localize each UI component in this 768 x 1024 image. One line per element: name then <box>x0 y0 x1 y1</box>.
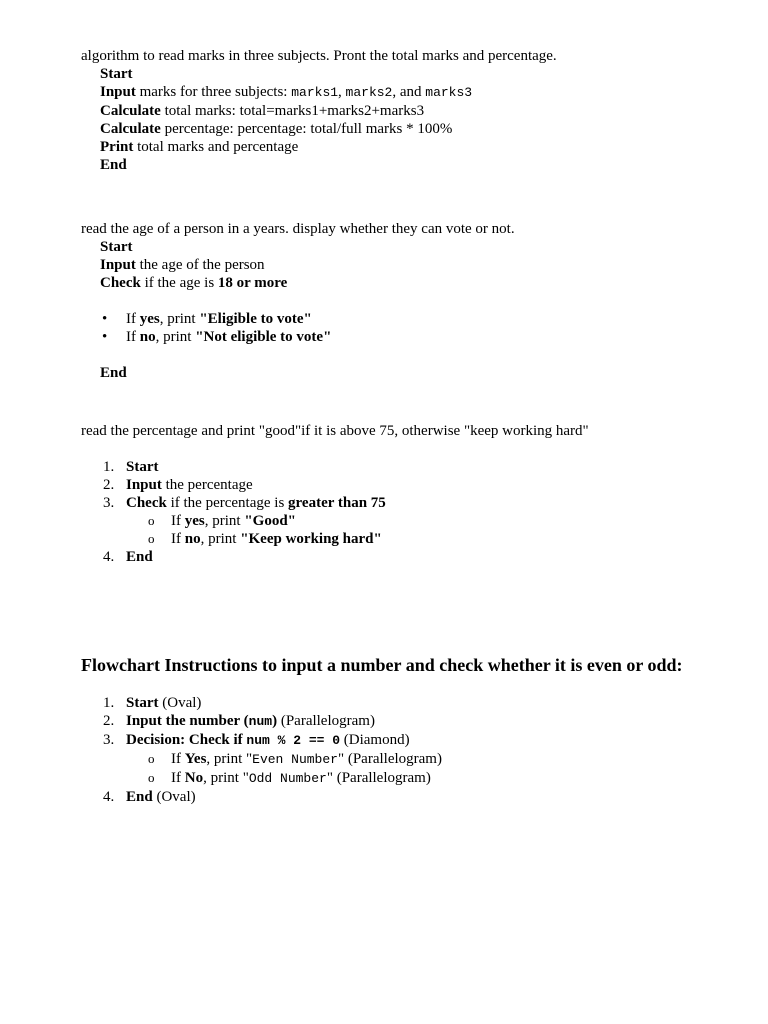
marks-intro: algorithm to read marks in three subjects. Pront the total marks and percentage. <box>81 48 557 64</box>
step-check: Check if the age is 18 or more <box>100 275 288 291</box>
step-end: End <box>100 365 127 381</box>
section-flowchart-instructions <box>81 654 761 806</box>
section-percentage-algorithm <box>81 422 761 566</box>
list-item: 3. Check if the percentage is greater than 75 <box>103 495 386 511</box>
list-item: 4. End (Oval) <box>103 789 196 805</box>
step-calc-percentage: Calculate percentage: percentage: total/full marks * 100% <box>100 121 453 137</box>
flowchart-heading: Flowchart Instructions to input a number and check whether it is even or odd: <box>81 655 683 675</box>
list-item: o If No, print "Odd Number" (Parallelogram) <box>81 769 761 788</box>
flowchart-steps-end <box>81 788 761 806</box>
vote-intro: read the age of a person in a years. display whether they can vote or not. <box>81 221 515 237</box>
percentage-steps-end <box>81 548 761 566</box>
list-item: 3. Decision: Check if num % 2 == 0 (Diamond) <box>103 732 410 748</box>
step-print: Print total marks and percentage <box>100 139 299 155</box>
section-marks-algorithm <box>81 47 761 174</box>
vote-outcomes-list <box>81 310 761 346</box>
step-input: Input the age of the person <box>100 257 265 273</box>
step-calc-total: Calculate total marks: total=marks1+marks2+marks3 <box>100 103 425 119</box>
list-item: o If no, print "Keep working hard" <box>81 530 761 548</box>
flowchart-steps <box>81 694 761 750</box>
list-item: 2. Input the number (num) (Parallelogram) <box>103 713 375 729</box>
list-item: • If yes, print "Eligible to vote" <box>81 310 761 328</box>
percentage-steps <box>81 458 761 512</box>
list-item: o If yes, print "Good" <box>81 512 761 530</box>
step-start: Start <box>100 239 133 255</box>
percentage-intro: read the percentage and print "good"if it is above 75, otherwise "keep working hard" <box>81 423 589 439</box>
percentage-outcomes <box>81 512 761 548</box>
section-vote-algorithm <box>81 220 761 382</box>
step-end: End <box>100 157 127 173</box>
list-item: 2. Input the percentage <box>103 477 253 493</box>
flowchart-outcomes <box>81 750 761 788</box>
list-item: 1. Start <box>103 459 159 475</box>
list-item: 1. Start (Oval) <box>103 695 202 711</box>
step-input: Input marks for three subjects: marks1, marks2, and marks3 <box>100 84 473 100</box>
list-item: • If no, print "Not eligible to vote" <box>81 328 761 346</box>
step-start: Start <box>100 66 133 82</box>
list-item: o If Yes, print "Even Number" (Parallelogram) <box>81 750 761 769</box>
list-item: 4. End <box>103 549 153 565</box>
